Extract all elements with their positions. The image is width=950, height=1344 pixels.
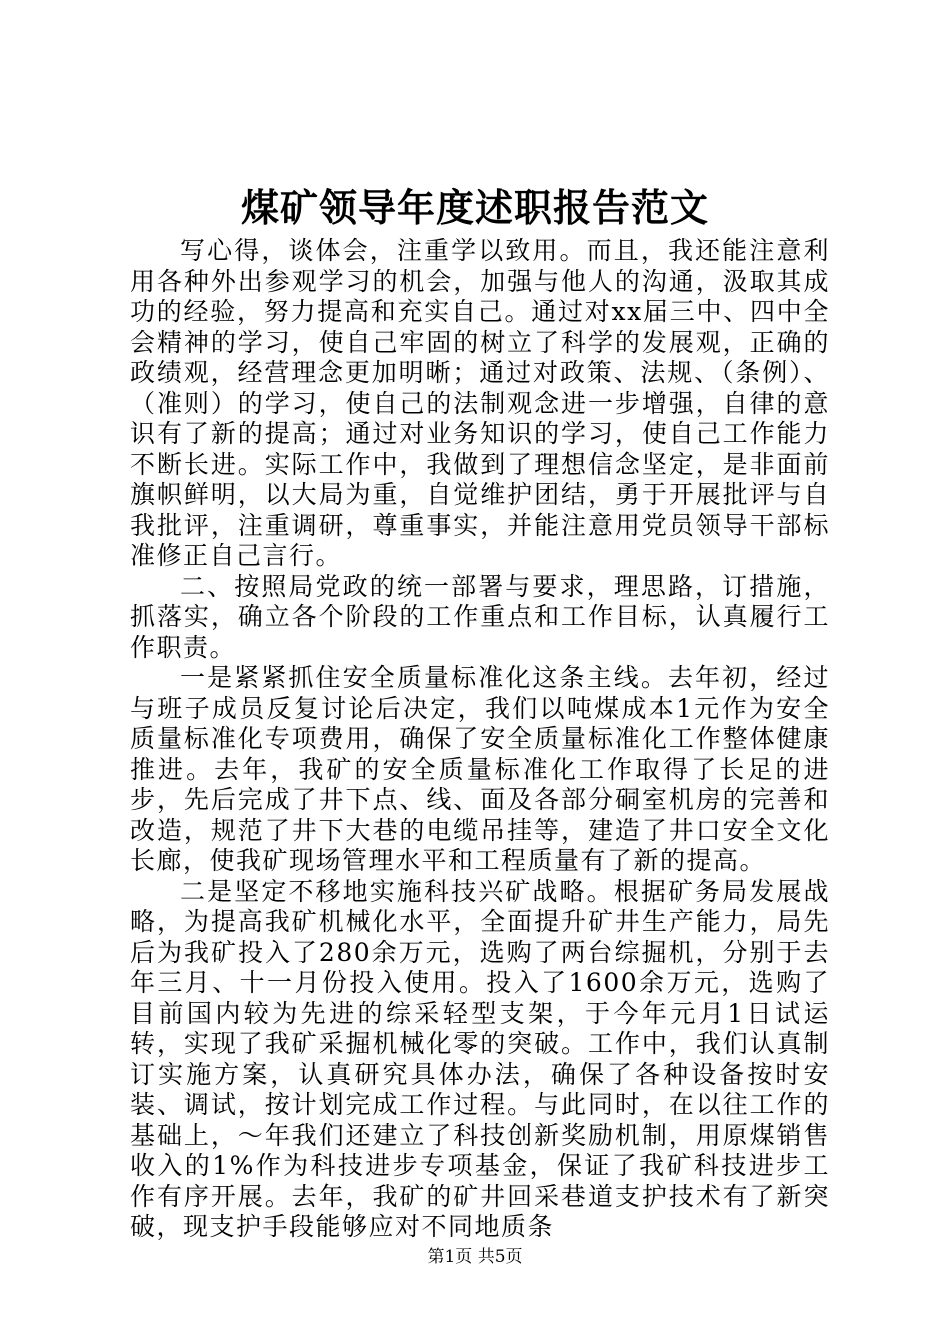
paragraph-study: 写心得，谈体会，注重学以致用。而且，我还能注意利用各种外出参观学习的机会，加强与他人的沟通，汲取其成功的经验，努力提高和充实自己。通过对xx届三中、四中全会精神的学习，使自己牢固的树立了科学的发展观，正确的政绩观，经营理念更加明晰；通过对政策、法规、（条例）、（准则）的学习，使自己的法制观念进一步增强，自律的意识有了新的提高；通过对业务知识的学习，使自己工作能力不断长进。实际工作中，我做到了理想信念坚定，是非面前旗帜鲜明，以大局为重，自觉维护团结，勇于开展批评与自我批评，注重调研，尊重事实，并能注意用党员领导干部标准修正自己言行。 bbox=[130, 236, 830, 570]
paragraph-section-two: 二、按照局党政的统一部署与要求，理思路，订措施，抓落实，确立各个阶段的工作重点和工作目标，认真履行工作职责。 bbox=[130, 571, 830, 662]
paragraph-safety-quality: 一是紧紧抓住安全质量标准化这条主线。去年初，经过与班子成员反复讨论后决定，我们以吨煤成本1元作为安全质量标准化专项费用，确保了安全质量标准化工作整体健康推进。去年，我矿的安全质量标准化工作取得了长足的进步，先后完成了井下点、线、面及各部分硐室机房的完善和改造，规范了井下大巷的电缆吊挂等，建造了井口安全文化长廊，使我矿现场管理水平和工程质量有了新的提高。 bbox=[130, 663, 830, 875]
page-footer: 第1页 共5页 bbox=[427, 1247, 523, 1267]
document-body bbox=[130, 236, 830, 1243]
paragraph-technology: 二是坚定不移地实施科技兴矿战略。根据矿务局发展战略，为提高我矿机械化水平，全面提升矿井生产能力，局先后为我矿投入了280余万元，选购了两台综掘机，分别于去年三月、十一月份投入使用。投入了1600余万元，选购了目前国内较为先进的综采轻型支架，于今年元月1日试运转，实现了我矿采掘机械化零的突破。工作中，我们认真制订实施方案，认真研究具体办法，确保了各种设备按时安装、调试，按计划完成工作过程。与此同时，在以往工作的基础上，～年我们还建立了科技创新奖励机制，用原煤销售收入的1%作为科技进步专项基金，保证了我矿科技进步工作有序开展。去年，我矿的矿井回采巷道支护技术有了新突破，现支护手段能够应对不同地质条 bbox=[130, 876, 830, 1241]
document-title: 煤矿领导年度述职报告范文 bbox=[240, 185, 709, 230]
